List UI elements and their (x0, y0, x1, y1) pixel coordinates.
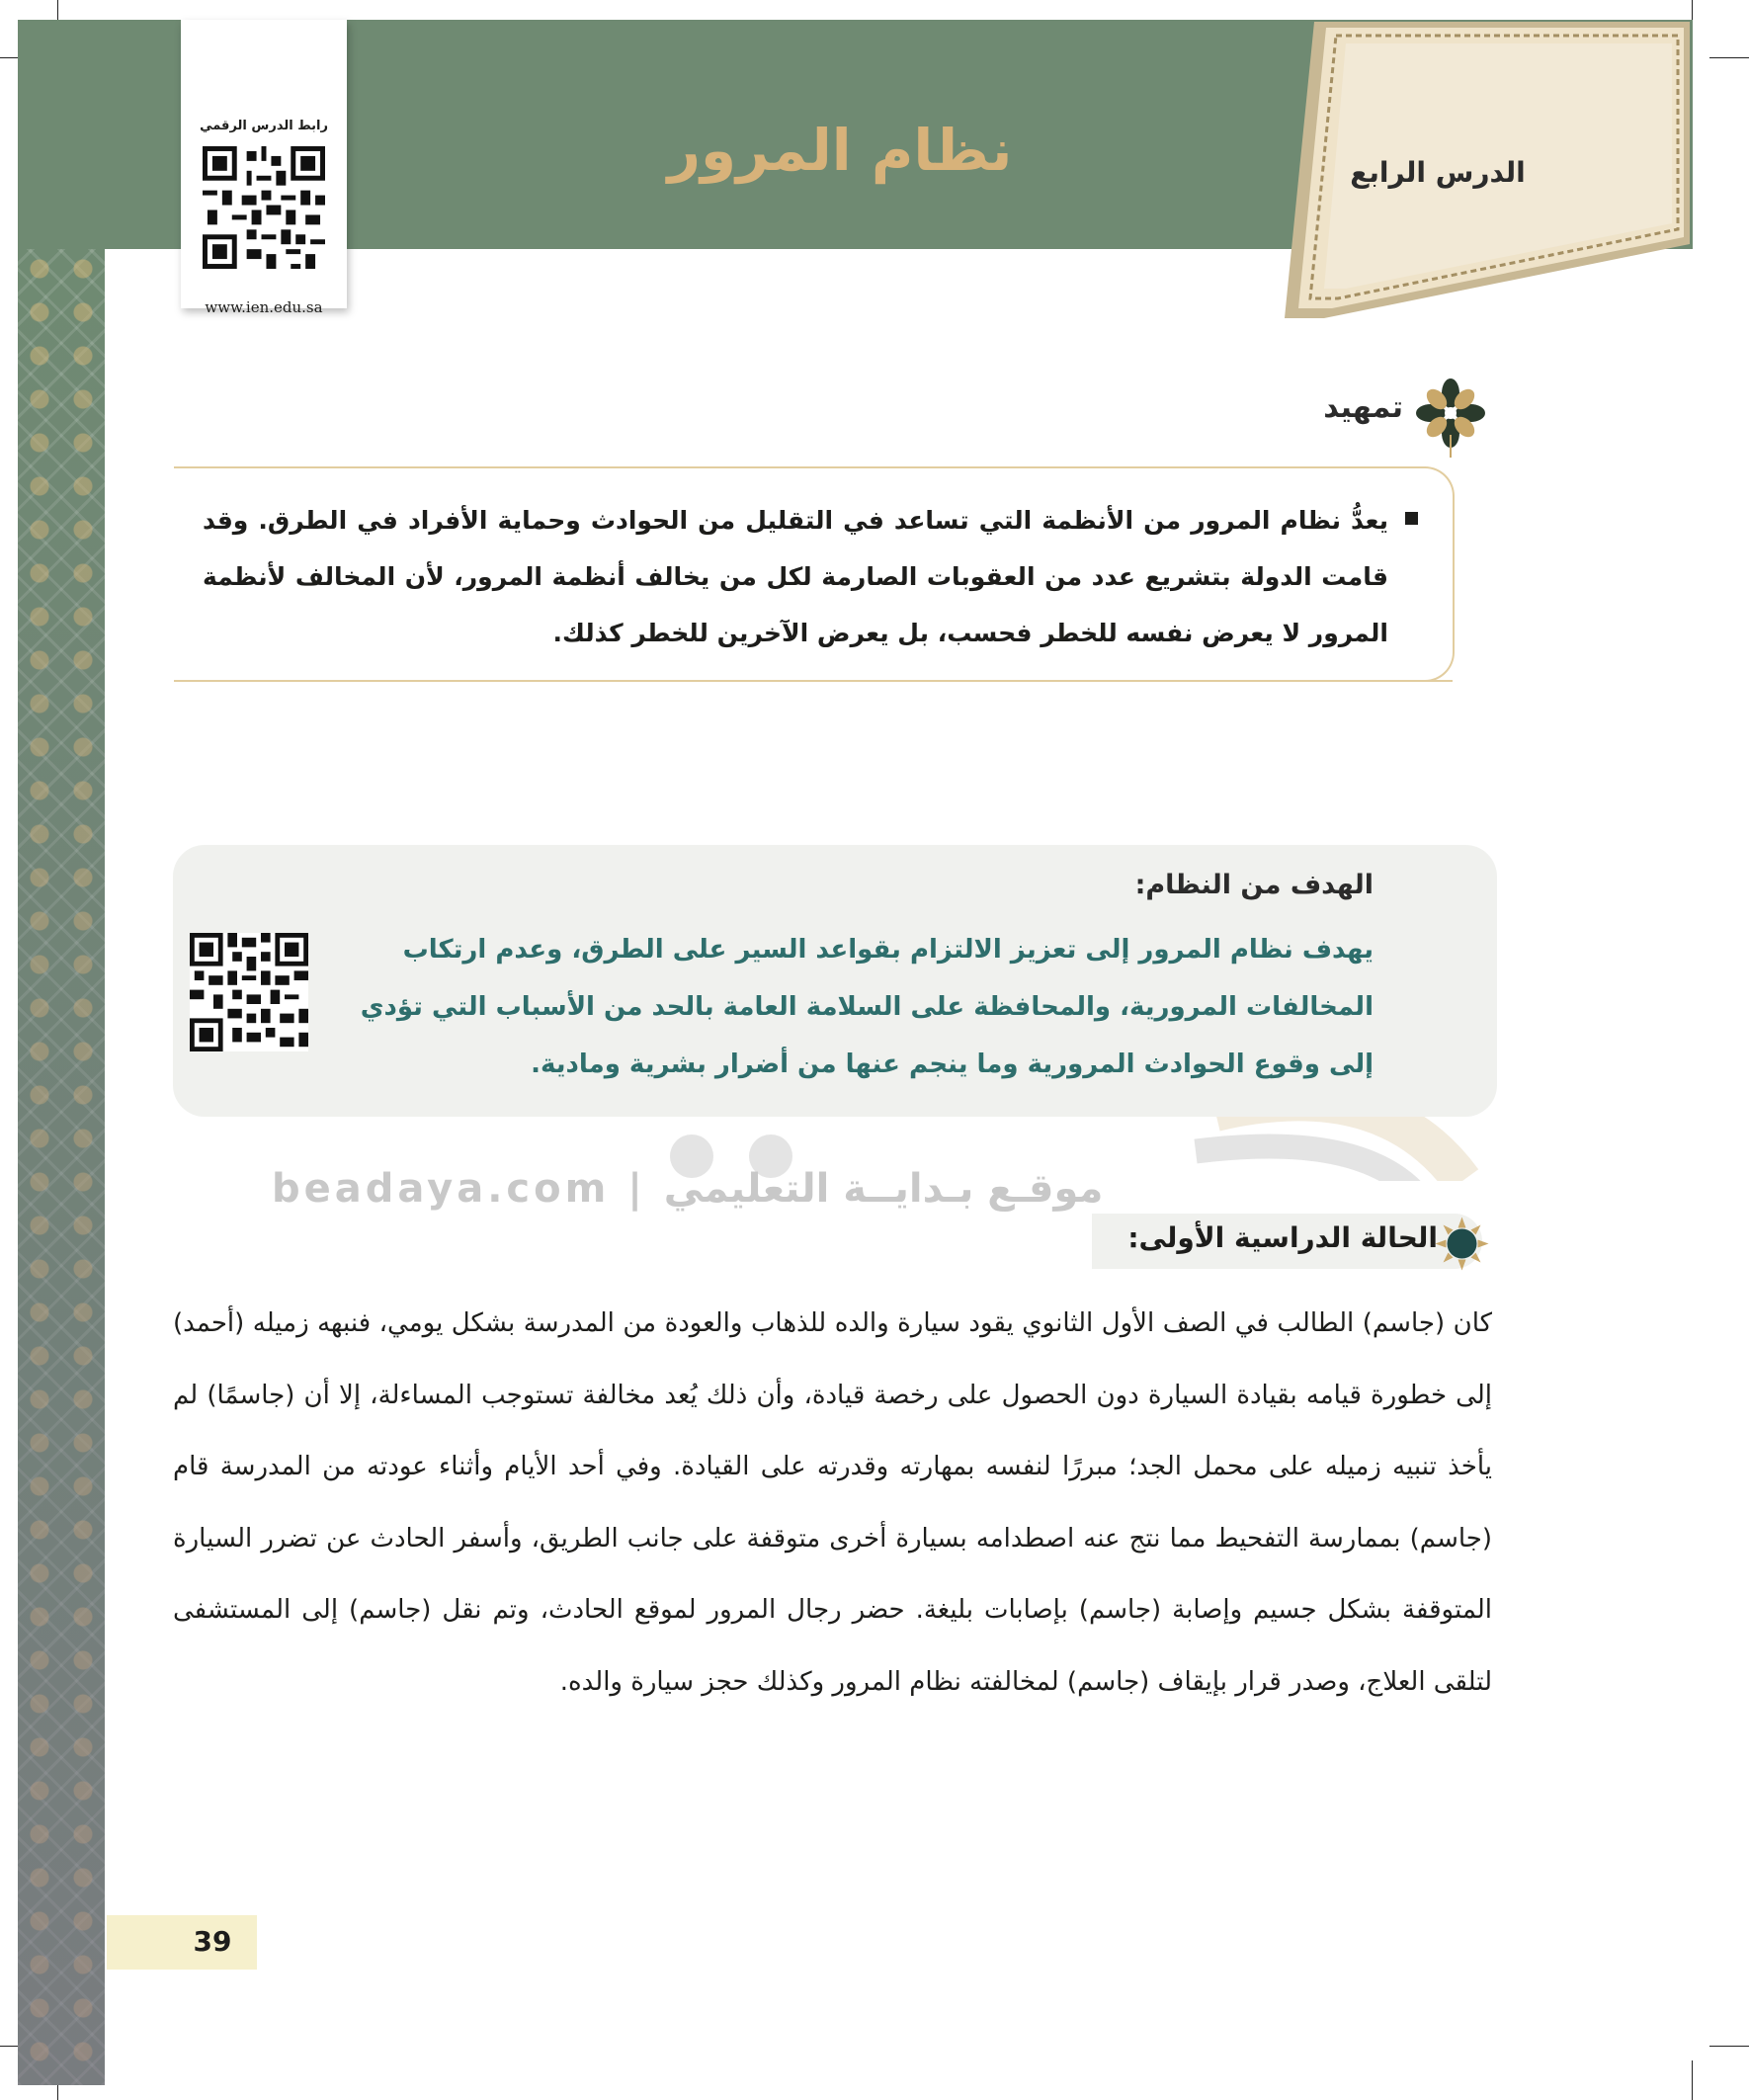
lesson-title: نظام المرور (667, 117, 1013, 184)
digital-lesson-qr-card[interactable] (181, 20, 347, 316)
qr-code-icon (203, 146, 325, 269)
crop-mark (1709, 57, 1749, 58)
goal-title: الهدف من النظام: (1134, 870, 1374, 900)
flower-ornament-icon (1413, 374, 1492, 458)
page-number: 39 (193, 1925, 232, 1958)
case-study-title: الحالة الدراسية الأولى: (1127, 1221, 1438, 1254)
intro-heading: تمهيد (1323, 390, 1403, 425)
intro-text: يعدُّ نظام المرور من الأنظمة التي تساعد في التقليل من الحوادث وحماية الأفراد في الطرق. وقد قامت الدولة بتشريع عدد من العقوبات الصارمة لكل من يخالف أنظمة المرور، لأن المخالف لأنظمة المرور لا يعرض نفسه للخطر فحسب، بل يعرض الآخرين للخطر كذلك. (203, 506, 1388, 647)
sun-ornament-icon (1435, 1217, 1489, 1271)
bullet-square-icon (1405, 512, 1418, 525)
goal-text: يهدف نظام المرور إلى تعزيز الالتزام بقواعد السير على الطرق، وعدم ارتكاب المخالفات المرورية، والمحافظة على السلامة العامة بالحد من الأسباب التي تؤدي إلى وقوع الحوادث المرورية وما ينجم عنها من أضرار بشرية ومادية. (360, 935, 1374, 1079)
crop-mark (1709, 2046, 1749, 2047)
crop-mark (1692, 2060, 1693, 2100)
lesson-number: الدرس الرابع (1350, 156, 1526, 189)
watermark-text: beadaya.com | موقـع بـدايــة التعليمي (272, 1166, 1104, 1212)
qr-url[interactable]: www.ien.edu.sa (205, 298, 323, 316)
qr-caption: رابط الدرس الرقمي (200, 119, 328, 133)
side-pattern-shade (18, 247, 105, 2085)
goal-qr-code-icon[interactable] (190, 933, 308, 1051)
case-study-text: كان (جاسم) الطالب في الصف الأول الثانوي يقود سيارة والده للذهاب والعودة من المدرسة بشكل يومي، فنبهه زميله (أحمد) إلى خطورة قيامه بقيادة السيارة دون الحصول على رخصة قيادة، وأن ذلك يُعد مخالفة تستوجب المساءلة، إلا أن (جاسمًا) لم يأخذ تنبيه زميله على محمل الجد؛ مبررًا لنفسه بمهارته وقدرته على القيادة. وفي أحد الأيام وأثناء عودته من المدرسة قام (جاسم) بممارسة التفحيط مما نتج عنه اصطدامه بسيارة أخرى متوقفة على جانب الطريق، وأسفر الحادث عن تضرر السيارة المتوقفة بشكل جسيم وإصابة (جاسم) بإصابات بليغة. حضر رجال المرور لموقع الحادث، وتم نقل (جاسم) إلى المستشفى لتلقى العلاج، وصدر قرار بإيقاف (جاسم) لمخالفته نظام المرور وكذلك حجز سيارة والده. (173, 1308, 1492, 1697)
